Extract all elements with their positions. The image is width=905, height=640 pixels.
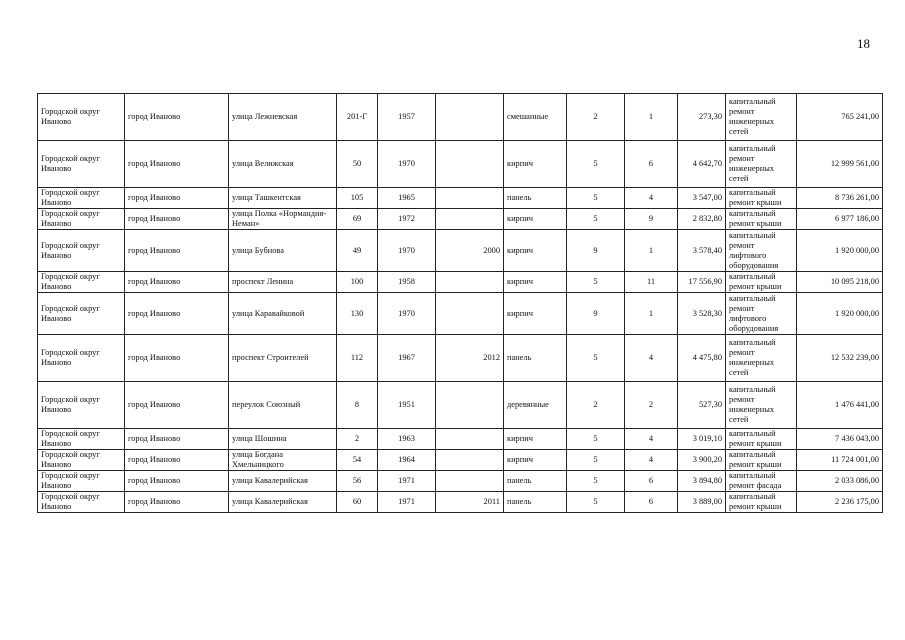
housing-repair-table <box>37 93 883 513</box>
renovation-year-cell <box>436 209 504 230</box>
build-year-cell: 1964 <box>378 450 436 471</box>
cost-cell: 10 095 218,00 <box>797 272 883 293</box>
cost-cell: 2 033 086,00 <box>797 471 883 492</box>
renovation-year-cell: 2012 <box>436 335 504 382</box>
wall-material-cell: панель <box>504 335 567 382</box>
work-type-cell: капитальный ремонт инженерных сетей <box>726 94 797 141</box>
okrug-cell: Городской округ Иваново <box>38 94 125 141</box>
floors-cell: 2 <box>567 382 625 429</box>
cost-cell: 2 236 175,00 <box>797 492 883 513</box>
table-row <box>38 471 883 492</box>
build-year-cell: 1965 <box>378 188 436 209</box>
work-type-cell: капитальный ремонт крыши <box>726 272 797 293</box>
wall-material-cell: кирпич <box>504 209 567 230</box>
work-type-cell: капитальный ремонт инженерных сетей <box>726 141 797 188</box>
renovation-year-cell <box>436 272 504 293</box>
cost-cell: 12 532 239,00 <box>797 335 883 382</box>
okrug-cell: Городской округ Иваново <box>38 230 125 272</box>
city-cell: город Иваново <box>125 450 229 471</box>
floors-cell: 5 <box>567 335 625 382</box>
street-cell: улица Шошина <box>229 429 337 450</box>
okrug-cell: Городской округ Иваново <box>38 272 125 293</box>
renovation-year-cell <box>436 94 504 141</box>
floors-cell: 5 <box>567 272 625 293</box>
entrances-cell: 4 <box>625 450 678 471</box>
build-year-cell: 1972 <box>378 209 436 230</box>
house-number-cell: 112 <box>337 335 378 382</box>
work-type-cell: капитальный ремонт крыши <box>726 209 797 230</box>
area-cell: 3 889,00 <box>678 492 726 513</box>
work-type-cell: капитальный ремонт крыши <box>726 188 797 209</box>
work-type-cell: капитальный ремонт инженерных сетей <box>726 382 797 429</box>
floors-cell: 5 <box>567 209 625 230</box>
house-number-cell: 60 <box>337 492 378 513</box>
table-row <box>38 230 883 272</box>
house-number-cell: 100 <box>337 272 378 293</box>
work-type-cell: капитальный ремонт крыши <box>726 450 797 471</box>
wall-material-cell: кирпич <box>504 230 567 272</box>
renovation-year-cell <box>436 293 504 335</box>
street-cell: проспект Ленина <box>229 272 337 293</box>
entrances-cell: 4 <box>625 335 678 382</box>
entrances-cell: 1 <box>625 293 678 335</box>
city-cell: город Иваново <box>125 230 229 272</box>
cost-cell: 765 241,00 <box>797 94 883 141</box>
build-year-cell: 1951 <box>378 382 436 429</box>
wall-material-cell: смешанные <box>504 94 567 141</box>
area-cell: 17 556,90 <box>678 272 726 293</box>
area-cell: 3 578,40 <box>678 230 726 272</box>
floors-cell: 5 <box>567 188 625 209</box>
build-year-cell: 1970 <box>378 141 436 188</box>
cost-cell: 12 999 561,00 <box>797 141 883 188</box>
floors-cell: 2 <box>567 94 625 141</box>
entrances-cell: 11 <box>625 272 678 293</box>
cost-cell: 8 736 261,00 <box>797 188 883 209</box>
wall-material-cell: кирпич <box>504 429 567 450</box>
area-cell: 2 832,80 <box>678 209 726 230</box>
okrug-cell: Городской округ Иваново <box>38 293 125 335</box>
floors-cell: 5 <box>567 492 625 513</box>
entrances-cell: 1 <box>625 94 678 141</box>
okrug-cell: Городской округ Иваново <box>38 492 125 513</box>
work-type-cell: капитальный ремонт инженерных сетей <box>726 335 797 382</box>
table-row <box>38 94 883 141</box>
entrances-cell: 6 <box>625 471 678 492</box>
renovation-year-cell <box>436 141 504 188</box>
table-row <box>38 382 883 429</box>
floors-cell: 5 <box>567 471 625 492</box>
area-cell: 3 547,00 <box>678 188 726 209</box>
entrances-cell: 6 <box>625 492 678 513</box>
city-cell: город Иваново <box>125 188 229 209</box>
okrug-cell: Городской округ Иваново <box>38 209 125 230</box>
area-cell: 273,30 <box>678 94 726 141</box>
entrances-cell: 2 <box>625 382 678 429</box>
cost-cell: 6 977 186,00 <box>797 209 883 230</box>
house-number-cell: 50 <box>337 141 378 188</box>
table-row <box>38 429 883 450</box>
house-number-cell: 49 <box>337 230 378 272</box>
floors-cell: 9 <box>567 230 625 272</box>
house-number-cell: 8 <box>337 382 378 429</box>
street-cell: проспект Строителей <box>229 335 337 382</box>
okrug-cell: Городской округ Иваново <box>38 382 125 429</box>
work-type-cell: капитальный ремонт лифтового оборудования <box>726 293 797 335</box>
city-cell: город Иваново <box>125 382 229 429</box>
build-year-cell: 1963 <box>378 429 436 450</box>
city-cell: город Иваново <box>125 293 229 335</box>
floors-cell: 5 <box>567 450 625 471</box>
street-cell: улица Велижская <box>229 141 337 188</box>
wall-material-cell: кирпич <box>504 141 567 188</box>
city-cell: город Иваново <box>125 272 229 293</box>
entrances-cell: 4 <box>625 429 678 450</box>
area-cell: 3 019,10 <box>678 429 726 450</box>
wall-material-cell: деревянные <box>504 382 567 429</box>
table-row <box>38 188 883 209</box>
house-number-cell: 2 <box>337 429 378 450</box>
city-cell: город Иваново <box>125 141 229 188</box>
city-cell: город Иваново <box>125 335 229 382</box>
table-row <box>38 209 883 230</box>
area-cell: 3 894,80 <box>678 471 726 492</box>
wall-material-cell: панель <box>504 188 567 209</box>
renovation-year-cell <box>436 382 504 429</box>
work-type-cell: капитальный ремонт крыши <box>726 429 797 450</box>
work-type-cell: капитальный ремонт крыши <box>726 492 797 513</box>
cost-cell: 1 476 441,00 <box>797 382 883 429</box>
wall-material-cell: кирпич <box>504 450 567 471</box>
street-cell: улица Кавалерийская <box>229 471 337 492</box>
work-type-cell: капитальный ремонт лифтового оборудования <box>726 230 797 272</box>
city-cell: город Иваново <box>125 471 229 492</box>
street-cell: улица Бубнова <box>229 230 337 272</box>
renovation-year-cell <box>436 450 504 471</box>
okrug-cell: Городской округ Иваново <box>38 141 125 188</box>
street-cell: улица Кавалерийская <box>229 492 337 513</box>
area-cell: 4 475,80 <box>678 335 726 382</box>
cost-cell: 1 920 000,00 <box>797 293 883 335</box>
table-row <box>38 450 883 471</box>
okrug-cell: Городской округ Иваново <box>38 335 125 382</box>
wall-material-cell: кирпич <box>504 293 567 335</box>
table-row <box>38 335 883 382</box>
build-year-cell: 1958 <box>378 272 436 293</box>
table-row <box>38 272 883 293</box>
house-number-cell: 201-Г <box>337 94 378 141</box>
table-row <box>38 492 883 513</box>
area-cell: 527,30 <box>678 382 726 429</box>
work-type-cell: капитальный ремонт фасада <box>726 471 797 492</box>
okrug-cell: Городской округ Иваново <box>38 188 125 209</box>
wall-material-cell: панель <box>504 471 567 492</box>
city-cell: город Иваново <box>125 209 229 230</box>
build-year-cell: 1970 <box>378 293 436 335</box>
entrances-cell: 9 <box>625 209 678 230</box>
house-number-cell: 105 <box>337 188 378 209</box>
cost-cell: 7 436 043,00 <box>797 429 883 450</box>
entrances-cell: 1 <box>625 230 678 272</box>
area-cell: 4 642,70 <box>678 141 726 188</box>
floors-cell: 5 <box>567 141 625 188</box>
okrug-cell: Городской округ Иваново <box>38 429 125 450</box>
renovation-year-cell: 2000 <box>436 230 504 272</box>
street-cell: улица Лежневская <box>229 94 337 141</box>
city-cell: город Иваново <box>125 94 229 141</box>
house-number-cell: 56 <box>337 471 378 492</box>
cost-cell: 11 724 001,00 <box>797 450 883 471</box>
wall-material-cell: кирпич <box>504 272 567 293</box>
floors-cell: 9 <box>567 293 625 335</box>
city-cell: город Иваново <box>125 429 229 450</box>
house-number-cell: 69 <box>337 209 378 230</box>
street-cell: улица Каравайковой <box>229 293 337 335</box>
area-cell: 3 900,20 <box>678 450 726 471</box>
okrug-cell: Городской округ Иваново <box>38 471 125 492</box>
renovation-year-cell: 2011 <box>436 492 504 513</box>
build-year-cell: 1957 <box>378 94 436 141</box>
build-year-cell: 1971 <box>378 492 436 513</box>
entrances-cell: 4 <box>625 188 678 209</box>
renovation-year-cell <box>436 471 504 492</box>
house-number-cell: 130 <box>337 293 378 335</box>
renovation-year-cell <box>436 429 504 450</box>
floors-cell: 5 <box>567 429 625 450</box>
wall-material-cell: панель <box>504 492 567 513</box>
cost-cell: 1 920 000,00 <box>797 230 883 272</box>
page-number: 18 <box>857 36 870 51</box>
street-cell: улица Полка «Нормандия-Неман» <box>229 209 337 230</box>
city-cell: город Иваново <box>125 492 229 513</box>
table-row <box>38 141 883 188</box>
okrug-cell: Городской округ Иваново <box>38 450 125 471</box>
house-number-cell: 54 <box>337 450 378 471</box>
table-row <box>38 293 883 335</box>
entrances-cell: 6 <box>625 141 678 188</box>
area-cell: 3 528,30 <box>678 293 726 335</box>
street-cell: улица Богдана Хмельницкого <box>229 450 337 471</box>
street-cell: переулок Союзный <box>229 382 337 429</box>
renovation-year-cell <box>436 188 504 209</box>
build-year-cell: 1967 <box>378 335 436 382</box>
build-year-cell: 1970 <box>378 230 436 272</box>
build-year-cell: 1971 <box>378 471 436 492</box>
street-cell: улица Ташкентская <box>229 188 337 209</box>
